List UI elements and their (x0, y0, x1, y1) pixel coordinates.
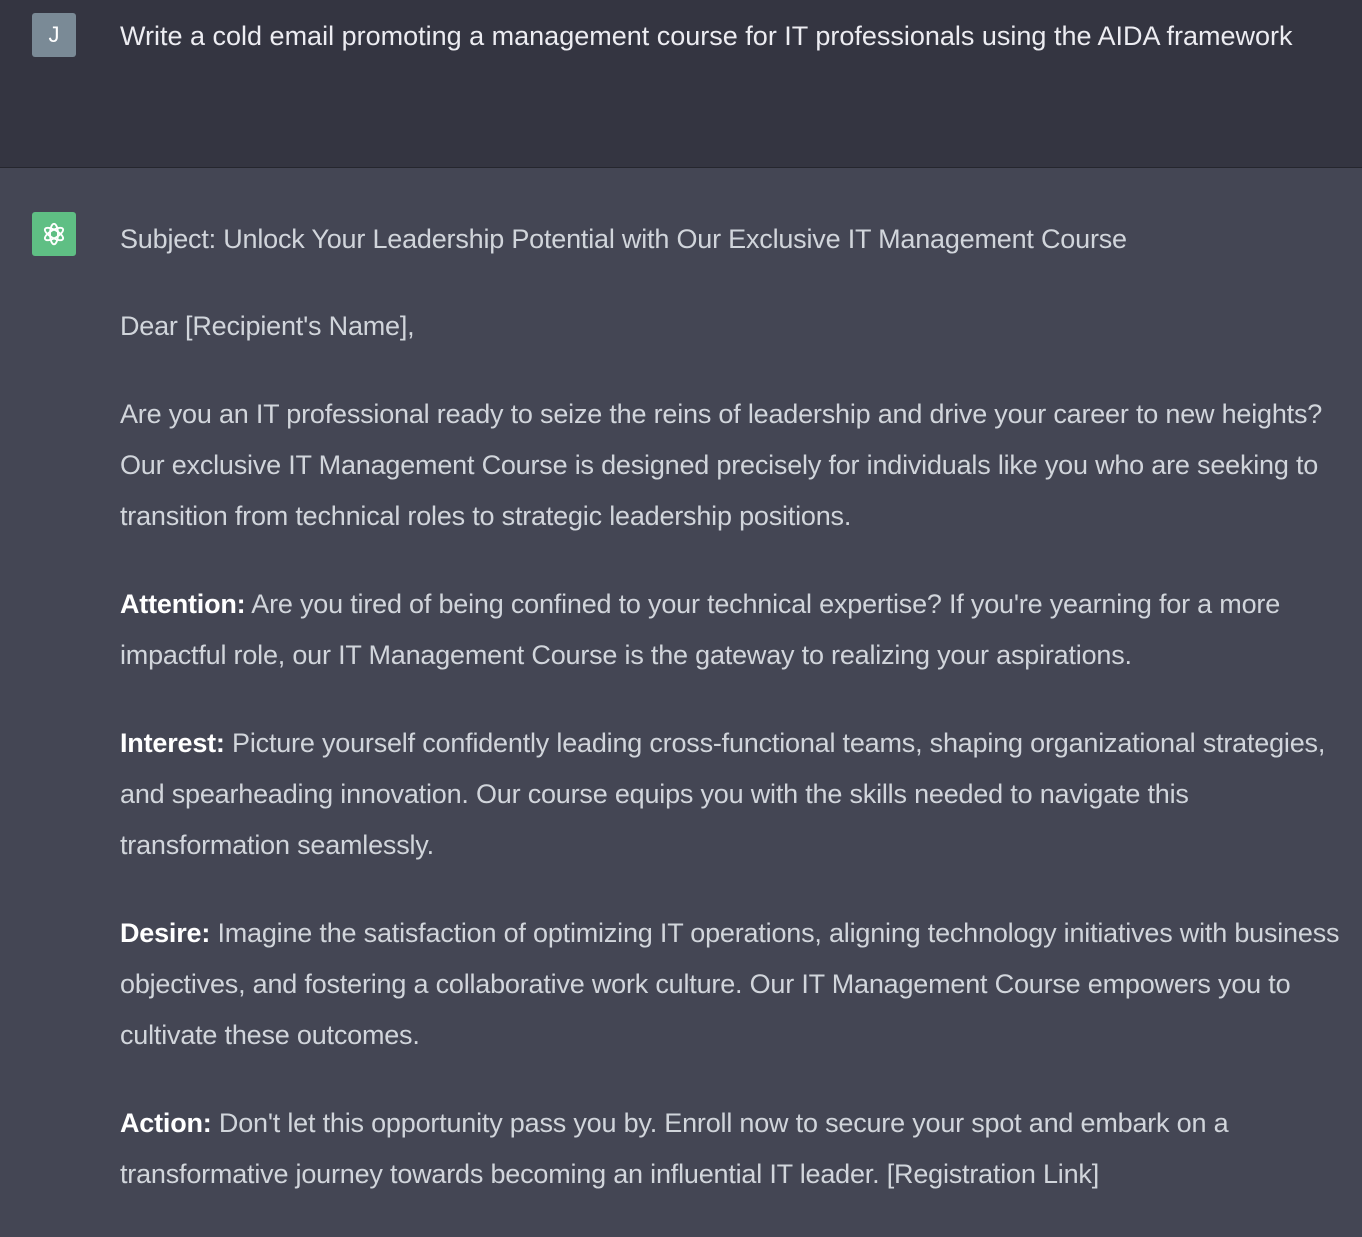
aida-action-label: Action: (120, 1108, 212, 1138)
email-subject: Subject: Unlock Your Leadership Potential with Our Exclusive IT Management Course (120, 224, 1127, 254)
user-message-block (0, 0, 1362, 168)
email-intro: Are you an IT professional ready to seize the reins of leadership and drive your career to new heights? Our exclusive IT Management Course is designed precisely for individuals like you who are seeking to transition from technical roles to strategic leadership positions. (120, 399, 1323, 531)
aida-attention-paragraph (120, 579, 1358, 681)
aida-interest-label: Interest: (120, 728, 225, 758)
aida-interest-text: Picture yourself confidently leading cross-functional teams, shaping organizational strategies, and spearheading innovation. Our course equips you with the skills needed to navigate this transformation seamlessly. (120, 728, 1326, 860)
aida-attention-text: Are you tired of being confined to your technical expertise? If you're yearning for a more impactful role, our IT Management Course is the gateway to realizing your aspirations. (120, 589, 1281, 670)
aida-desire-paragraph (120, 908, 1358, 1061)
assistant-avatar (32, 212, 76, 256)
aida-interest-paragraph (120, 718, 1358, 871)
user-avatar (32, 13, 76, 57)
user-avatar-initial: J (48, 22, 60, 47)
assistant-message-block (0, 168, 1362, 1214)
aida-attention-label: Attention: (120, 589, 246, 619)
aida-action-paragraph (120, 1098, 1358, 1200)
email-greeting: Dear [Recipient's Name], (120, 311, 415, 341)
assistant-message-content (120, 213, 1358, 1237)
aida-desire-label: Desire: (120, 918, 211, 948)
aida-desire-text: Imagine the satisfaction of optimizing IT operations, aligning technology initiatives with business objectives, and fostering a collaborative work culture. Our IT Management Course empowers you to cultivate these outcomes. (120, 918, 1340, 1050)
aida-action-text: Don't let this opportunity pass you by. Enroll now to secure your spot and embark on a transformative journey towards becoming an influential IT leader. [Registration Link] (120, 1108, 1229, 1189)
openai-logo-icon (39, 219, 69, 249)
user-message-text: Write a cold email promoting a management course for IT professionals using the AIDA framework (120, 21, 1293, 51)
